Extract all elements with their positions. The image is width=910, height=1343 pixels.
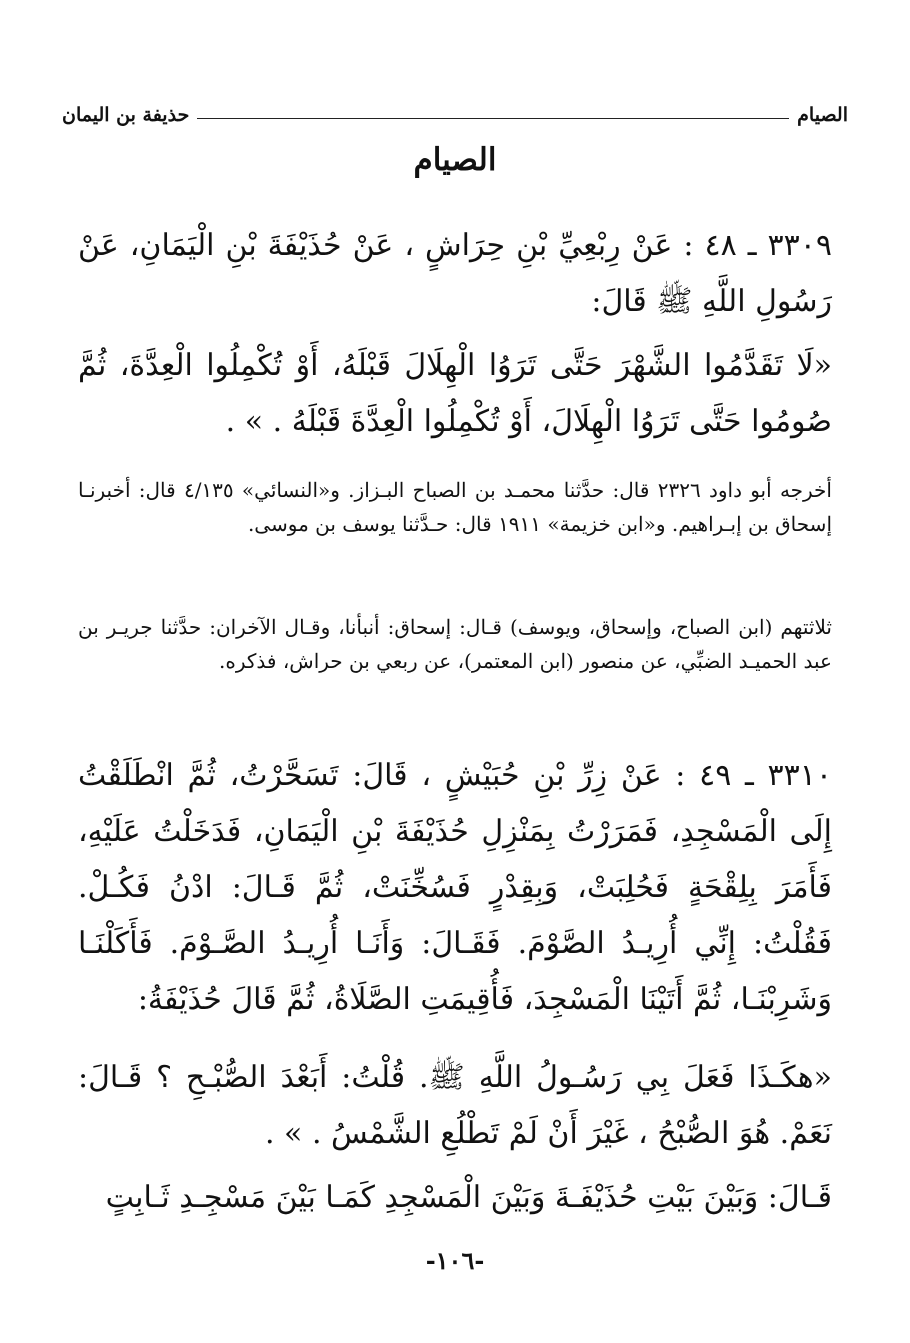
hadith-3310-matn: «هكَـذَا فَعَلَ بِي رَسُـولُ اللَّهِ ﷺ. قُلْتُ: أَبَعْدَ الصُّبْـحِ ؟ قَـالَ: نَعَمْ. هُوَ الصُّبْحُ ، غَيْرَ أَنْ لَمْ تَطْلُعِ الشَّمْسُ . » .	[78, 1060, 832, 1151]
hadith-3309-isnad: ٣٣٠٩ ـ ٤٨ : عَنْ رِبْعِيِّ بْنِ حِرَاشٍ ، عَنْ حُذَيْفَةَ بْنِ الْيَمَانِ، عَنْ رَسُولِ اللَّهِ ﷺ قَالَ:	[78, 228, 832, 319]
hadith-3309-matn: «لَا تَقَدَّمُوا الشَّهْرَ حَتَّى تَرَوُا الْهِلَالَ قَبْلَهُ، أَوْ تُكْمِلُوا الْعِدَّةَ، ثُمَّ صُومُوا حَتَّى تَرَوُا الْهِلَالَ، أَوْ تُكْمِلُوا الْعِدَّةَ قَبْلَهُ . » .	[78, 348, 832, 439]
hadith-3310-isnad: ٣٣١٠ ـ ٤٩ : عَنْ زِرِّ بْنِ حُبَيْشٍ ، قَالَ: تَسَحَّرْتُ، ثُمَّ انْطَلَقْتُ إِلَى الْمَسْجِدِ، فَمَرَرْتُ بِمَنْزِلِ حُذَيْفَةَ بْنِ الْيَمَانِ، فَدَخَلْتُ عَلَيْهِ، فَأَمَرَ بِلِقْحَةٍ فَحُلِبَتْ، وَبِقِدْرٍ فَسُخِّنَتْ، ثُمَّ قَـالَ: ادْنُ فَكُـلْ. فَقُلْتُ: إِنِّي أُرِيـدُ الصَّوْمَ. فَقَـالَ: وَأَنَـا أُرِيـدُ الصَّـوْمَ. فَأَكَلْنَـا وَشَرِبْنَـا، ثُمَّ أَتَيْنَا الْمَسْجِدَ، فَأُقِيمَتِ الصَّلَاةُ، ثُمَّ قَالَ حُذَيْفَةُ:	[78, 758, 832, 1017]
header-chapter: حذيفة بن اليمان	[62, 104, 190, 126]
page-title: الصيام	[413, 142, 497, 178]
hadith-3309-takhrij-1: أخرجه أبو داود ٢٣٢٦ قال: حدَّثنا محمـد بن الصباح البـزاز. و«النسائي» ٤/١٣٥ قال: أخبرنـا إسحاق بن إبـراهيم. و«ابن خزيمة» ١٩١١ قال: حـدَّثنا يوسف بن موسى.	[78, 478, 832, 536]
header-section: الصيام	[797, 104, 848, 126]
hadith-3309-takhrij-2: ثلاثتهم (ابن الصباح، وإسحاق، ويوسف) قـال: إسحاق: أنبأنا، وقـال الآخران: حدَّثنا جريـر بن عبد الحميـد الضبِّي، عن منصور (ابن المعتمر)، عن ربعي بن حراش، فذكره.	[78, 615, 832, 673]
header-leader-line	[197, 118, 789, 119]
page-number: -١٠٦-	[425, 1246, 485, 1275]
running-header	[62, 92, 848, 126]
hadith-3310-continuation: قَـالَ: وَبَيْنَ بَيْتِ حُذَيْفَـةَ وَبَيْنَ الْمَسْجِدِ كَمَـا بَيْنَ مَسْجِـدِ ثَـابِتٍ	[105, 1180, 832, 1215]
